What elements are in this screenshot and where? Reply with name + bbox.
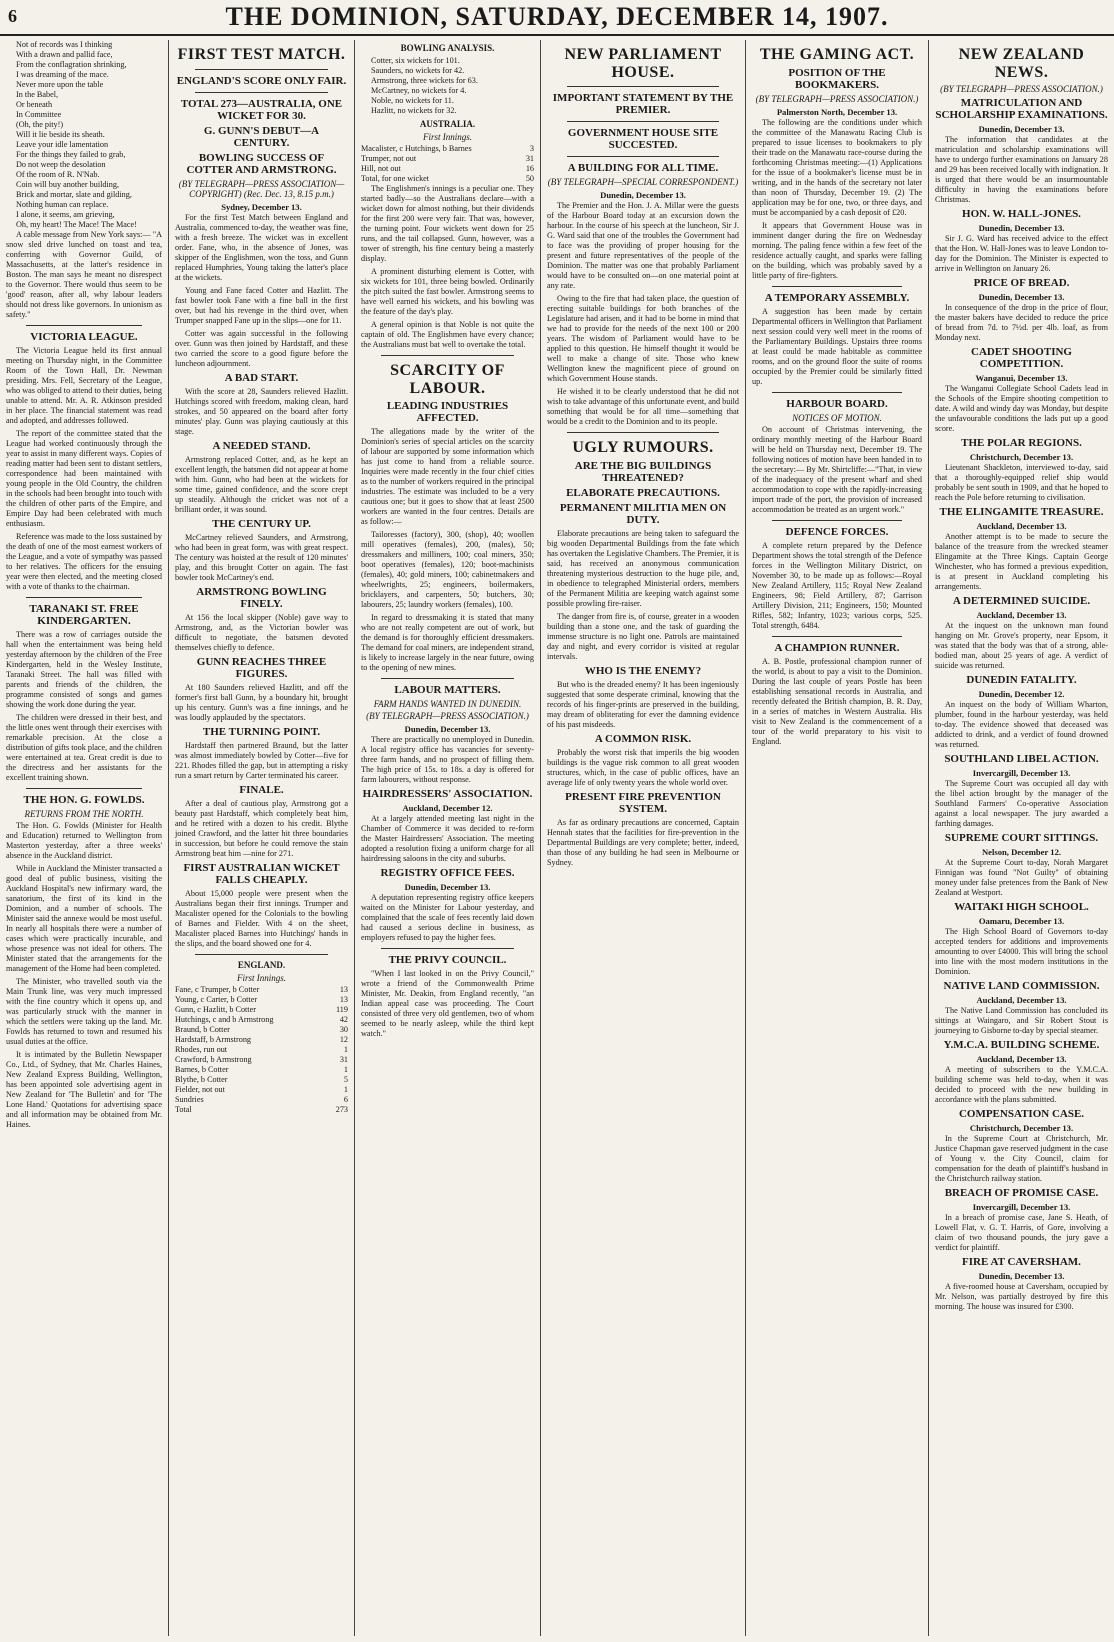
news-item-heading: A DETERMINED SUICIDE. [952, 595, 1091, 608]
article-paragraph: "When I last looked in on the Privy Council," wrote a friend of the Commonwealth Prime Minister, Mr. Deakin, from England recently, "an Indian appeal case was proceeding. The Court consisted of three very old gentlemen, two of whom seemed to be nearly asleep, while the third kept watch." [361, 969, 534, 1039]
poem-line: Will it lie beside its sheath. [16, 130, 105, 139]
column-6 [929, 40, 1114, 1636]
batsman-runs: 30 [339, 1024, 348, 1034]
article-paragraph: The Wanganui Collegiate School Cadets lead in the Schools of the Empire shooting competition to date. A wild and windy day was Monday, but despite the unfavourable conditions the lads put up a good score. [935, 384, 1108, 434]
dateline: Palmerston North, December 13. [776, 106, 898, 117]
article-headline: LABOUR MATTERS. [394, 684, 501, 697]
section-heading: ARMSTRONG BOWLING FINELY. [196, 585, 327, 610]
poem-line: Leave your idle lamentation [16, 140, 109, 149]
poem-line: In Committee [16, 110, 62, 119]
poem-line: Nothing human can replace. [16, 200, 109, 209]
article-paragraph: A five-roomed house at Caversham, occupied by Mr. Nelson, was partially destroyed by fire this morning. The house was insured for £300. [935, 1282, 1108, 1312]
article-subheading: POSITION OF THE BOOKMAKERS. [788, 66, 886, 91]
news-item-heading: CADET SHOOTING COMPETITION. [971, 346, 1072, 371]
news-item-heading: WAITAKI HIGH SCHOOL. [954, 901, 1089, 914]
article-paragraph: Reference was made to the loss sustained by the death of one of the most earnest workers of the League, and a vote of sympathy was passed to her relatives. The officers for the ensuing year were then elected, and the meeting closed with a vote of thanks to the chairman. [6, 532, 162, 591]
article-paragraph: The report of the committee stated that the League had worked continuously through the year to assist in many different ways. Copies of reading matter had been sent to distant settlers, correspondence had been maintained with young people in the Old Country, the children in the schools had been brought into touch with the children of other parts of the Empire, and Empire Day had been celebrated with much enthusiasm. [6, 429, 162, 528]
article-headline: THE HON. G. FOWLDS. [23, 794, 145, 806]
batsman-name: Hutchings, c and b Armstrong [175, 1014, 274, 1024]
article-headline: A TEMPORARY ASSEMBLY. [764, 291, 910, 304]
article-subheading: WHO IS THE ENEMY? [584, 664, 702, 677]
dateline: Auckland, December 13. [976, 995, 1067, 1006]
column-5 [746, 40, 928, 1636]
bowling-line: Hazlitt, no wickets for 32. [371, 106, 457, 115]
batsman-name: Gunn, c Hazlitt, b Cotter [175, 1004, 256, 1014]
scorecard-row [175, 1085, 348, 1095]
section-heading: A BAD START. [224, 371, 299, 384]
article-subheading: PERMANENT MILITIA MEN ON DUTY. [559, 501, 727, 526]
article-subheading: LEADING INDUSTRIES AFFECTED. [386, 400, 509, 425]
poem-line: I was dreaming of the mace. [16, 70, 109, 79]
dateline: Dunedin, December 13. [404, 724, 491, 735]
article-paragraph: After a deal of cautious play, Armstrong got a beauty past Hardstaff, which completely beat him, and he retired with a dozen to his credit. Blythe joined Crawford, and the latter hit three boundaries in succession, but before he could remove the stain Armstrong beat him —nine for 271. [175, 798, 348, 858]
article-paragraph: With the score at 28, Saunders relieved Hazlitt. Hutchings scored with freedom, making clean, hard strokes, and 50 appeared on the board after forty minutes' play. Gunn was playing cautiously at this stage. [175, 386, 348, 436]
article-paragraph: A cable message from New York says:— "A snow sled drive lunched on toast and tea, conferring with Governor Guild, of Massachusetts, at the latter's residence in Boston. The man says he meant no disrespect to the Governor. There would thus seem to be 'good' reason, after all, why labour leaders should not dress like governors. In unionism as safety." [6, 230, 162, 319]
article-paragraph: There are practically no unemployed in Dunedin. A local registry office has vacancies for seventy-three farm hands, and no prospect of filling them. The high price of 15s. to 18s. a day is offered for farm labourers, without response. [361, 735, 534, 785]
scorecard-row [361, 164, 534, 174]
article-subheading: BOWLING SUCCESS OF COTTER AND ARMSTRONG. [186, 151, 337, 176]
bowling-line: Saunders, no wickets for 42. [371, 66, 465, 75]
bowling-analysis [361, 56, 534, 116]
batsman-runs: 13 [339, 984, 348, 994]
article-paragraph: Another attempt is to be made to secure the balance of the treasure from the wrecked steamer Elingamite at the Three Kings. Captain George Winchester, who has formed a previous expedition, is at present in Auckland completing his arrangements. [935, 532, 1108, 592]
batsman-name: Crawford, b Armstrong [175, 1054, 252, 1064]
news-item-heading: THE ELINGAMITE TREASURE. [939, 506, 1104, 519]
scorecard [175, 985, 348, 1105]
dateline: Dunedin, December 13. [978, 223, 1065, 234]
bowling-line: Armstrong, three wickets for 63. [371, 76, 478, 85]
news-item-heading: COMPENSATION CASE. [958, 1108, 1085, 1121]
article-subheading: A BUILDING FOR ALL TIME. [567, 162, 719, 175]
article-paragraph: Lieutenant Shackleton, interviewed to-day, said that a thoroughly-equipped relief ship would probably be sent south in 1909, and that he hoped to reach the Pole before returning to civilisation. [935, 463, 1108, 503]
article-paragraph: The children were dressed in their best, and the little ones went through their exercises with remarkable precision. At the close a distribution of gifts took place, and the children were entertained at tea. Great credit is due to the directress and her assistants for the excellent training shown. [6, 713, 162, 782]
batsman-name: Rhodes, run out [175, 1044, 228, 1054]
batsman-name: Sundries [175, 1094, 204, 1104]
news-items [935, 97, 1108, 1312]
article-paragraph: In a breach of promise case, Jane S. Heath, of Lowell Flat, v. G. T. Harris, of Gore, involving a claim of two thousand pounds, the jury gave a verdict for plaintiff. [935, 1213, 1108, 1253]
article-paragraph: The allegations made by the writer of the Dominion's series of special articles on the scarcity of labour are supported by some information which has just come to hand from a reliable source. Inquiries were made recently in the four chief cities as to the number of workers required in the principal industries. The estimate was included to be a very cautious one; but it goes to show that at least 2500 workers are wanted in the four centres. Details are as follow:— [361, 427, 534, 527]
article-subheading: ELABORATE PRECAUTIONS. [566, 486, 720, 499]
poem-line: Never more upon the table [16, 80, 104, 89]
article-paragraph: Cotter was again successful in the following over. Gunn was then joined by Hardstaff, and these two carried the score to a good figure before the luncheon adjournment. [175, 328, 348, 368]
article-headline: SCARCITY OF LABOUR. [390, 362, 505, 397]
article-headline: THE GAMING ACT. [759, 46, 915, 63]
article-paragraph: He wished it to be clearly understood that he did not wish to take advantage of this unfortunate event, and build something that would be for all time—something that would be a credit to the Dominion and to its people. [547, 387, 739, 427]
article-paragraph: The High School Board of Governors to-day accepted tenders for additions and improvements amounting to over £4000. This will bring the school into line with the most modern institutions in the Dominion. [935, 927, 1108, 977]
article-paragraph: McCartney relieved Saunders, and Armstrong, who had been in great form, was with great respect. The century was hoisted at the result of 120 minutes' play, and this brought Cotter on again. The fast bowler took McCartney's end. [175, 532, 348, 582]
dateline: Auckland, December 13. [976, 521, 1067, 532]
poem-line: With a drawn and pallid face, [16, 50, 113, 59]
article-paragraph: On account of Christmas intervening, the ordinary monthly meeting of the Harbour Board will be held on Thursday next, December 19. The following notices of motion have been handed in to the secretary:— By Mr. Shirtcliffe:—"That, in view of the inadequacy of the present wharf and shed accommodation to cope with the rapidly-increasing import trade of the port, the provision of increased accommodation be treated as an urgent work." [752, 424, 922, 514]
scorecard-row [361, 144, 534, 154]
column-2 [169, 40, 354, 1636]
article-paragraph: At a largely attended meeting last night in the Chamber of Commerce it was decided to re-form the Master Hairdressers' Association. The meeting adopted a resolution fixing a uniform charge for all hairdressing saloons in the city and suburbs. [361, 814, 534, 864]
scorecard-row [175, 1045, 348, 1055]
scorecard-row [175, 1025, 348, 1035]
dateline: Dunedin, December 13. [600, 190, 686, 201]
batsman-runs: 6 [343, 1094, 348, 1104]
dateline: Wanganui, December 13. [975, 373, 1068, 384]
bowling-line: Cotter, six wickets for 101. [371, 56, 460, 65]
article-body [175, 213, 348, 369]
agency-line: (BY TELEGRAPH—PRESS ASSOCIATION—COPYRIGHT) (Rec. Dec. 13, 8.15 p.m.) [178, 178, 345, 199]
poem-line: Brick and mortar, slate and gilding, [16, 190, 132, 199]
article-subheading: NOTICES OF MOTION. [792, 412, 882, 423]
article-subheading: IMPORTANT STATEMENT BY THE PREMIER. [552, 92, 734, 117]
article-paragraph: Hardstaff then partnered Braund, but the latter was almost immediately bowled by Cotter—five for 221. Rhodes filled the gap, but in attempting a risky run a smart return by Carter terminated his career. [175, 740, 348, 780]
article-paragraph: Probably the worst risk that imperils the big wooden buildings is the vague risk common to all great wooden structures, which, in the case of public offices, have an average life of only twenty years the whole world over. [547, 747, 739, 787]
section-heading: FIRST AUSTRALIAN WICKET FALLS CHEAPLY. [183, 861, 340, 886]
news-item-heading: Y.M.C.A. BUILDING SCHEME. [943, 1039, 1100, 1052]
batsman-name: Braund, b Cotter [175, 1024, 230, 1034]
section-heading: A NEEDED STAND. [212, 439, 311, 452]
section-heading: GUNN REACHES THREE FIGURES. [196, 655, 327, 680]
newspaper-title: THE DOMINION, SATURDAY, DECEMBER 14, 1907. [225, 2, 889, 31]
article-paragraph: As far as ordinary precautions are concerned, Captain Hennah states that the facilities for fire-prevention in the Departmental Buildings are very complete; better, indeed, than those of any building he had seen in Melbourne or Sydney. [547, 817, 739, 867]
dateline: Dunedin, December 13. [978, 1271, 1065, 1282]
scorecard-row [175, 1015, 348, 1025]
article-paragraph: In regard to dressmaking it is stated that many who are not really competent are out of work, but the demand is for thoroughly efficient dressmakers. The demand for coal miners, are independent strand, is likely to increase largely in the near future, owing to the opening of new mines. [361, 613, 534, 673]
article-paragraph: In the Supreme Court at Christchurch, Mr. Justice Chapman gave reserved judgment in the case of Young v. the City Council, claim for compensation for the death of plaintiff's husband in the Christchurch railway station. [935, 1134, 1108, 1184]
article-paragraph: A. B. Postle, professional champion runner of the world, is about to pay a visit to the Dominion. During the last couple of years Postle has been establishing sensational records in Australia, and recently defeated the British champion, B. R. Day, in a series of matches in Western Australia. His visit to New Zealand is the commencement of a tour of the world preparatory to his visit to England. [752, 656, 922, 746]
scorecard-subtitle: First Innings. [236, 972, 286, 983]
notice-paragraph: It is intimated by the Bulletin Newspaper Co., Ltd., of Sydney, that Mr. Charles Haines, New Zealand Express Building, Wellington, has been appointed sole advertising agent in New Zealand for 'The Bulletin' and for 'The Lone Hand.' Quotations for advertising space and all information may be obtained from Mr. Haines. [6, 1050, 162, 1129]
scorecard-row [175, 1035, 348, 1045]
article-body [6, 630, 162, 783]
article-headline: HAIRDRESSERS' ASSOCIATION. [362, 788, 533, 801]
article-paragraph: The Hon. G. Fowlds (Minister for Health and Education) returned to Wellington from Masterton yesterday, after a three weeks' absence in the Auckland district. [6, 821, 162, 860]
batsman-runs: 119 [336, 1004, 348, 1014]
article-paragraph: A complete return prepared by the Defence Department shows the total strength of the Defence forces in the Wellington Military District, on November 30, to be made up as follows:—Royal New Zealand Artillery, 115; Royal New Zealand Engineers, 98; Field Artillery, 87; Garrison Artillery Division, 211; Engineers, 150; Mounted Rifles, 582; Infantry, 1023; various corps, 525. Total strength, 6484. [752, 540, 922, 630]
batsman-name: Blythe, b Cotter [175, 1074, 228, 1084]
batsman-runs: 1 [343, 1044, 348, 1054]
poem-line: In the Babel, [16, 90, 59, 99]
article-headline: NEW ZEALAND NEWS. [958, 46, 1085, 81]
article-paragraph: The Native Land Commission has concluded its sittings at Waingaro, and Sir Robert Stout is journeying to Gisborne to-day by special steamer. [935, 1006, 1108, 1036]
batsman-runs: 5 [343, 1074, 348, 1084]
dateline: Invercargill, December 13. [972, 768, 1071, 779]
article-paragraph: In consequence of the drop in the price of flour, the master bakers have decided to reduce the price of bread from 7d. to 7½d. per 4lb. loaf, as from Monday next. [935, 303, 1108, 343]
article-subheading: RETURNS FROM THE NORTH. [24, 809, 144, 819]
article-headline: A CHAMPION RUNNER. [774, 641, 900, 654]
dateline: Auckland, December 13. [976, 610, 1067, 621]
poem-line: Coin will buy another building, [16, 180, 120, 189]
article-headline: TARANAKI ST. FREE KINDERGARTEN. [29, 603, 139, 627]
poem-line: Or beneath [16, 100, 53, 109]
article-paragraph: The Supreme Court was occupied all day with the libel action brought by the manager of the Southland Farmers' Co-operative Association against a local newspaper. The jury awarded a farthing damages. [935, 779, 1108, 829]
scorecard-row [175, 1055, 348, 1065]
scorecard-title: AUSTRALIA. [419, 119, 476, 129]
poem-line: (Oh, the pity!) [16, 120, 64, 129]
dateline: Christchurch, December 13. [969, 1123, 1074, 1134]
scorecard-subtitle: First Innings. [422, 132, 472, 142]
poem-line: For the things they failed to grab, [16, 150, 126, 159]
section-heading: THE TURNING POINT. [202, 725, 321, 738]
batsman-name: Barnes, b Cotter [175, 1064, 229, 1074]
article-paragraph: The Minister, who travelled south via the Main Trunk line, was very much impressed with the fine country which it opens up, and was particularly struck with the manner in which the settlers were taking up the land. Mr. Fowlds has returned to town and resumed his usual duties at the office. [6, 977, 162, 1046]
section-heading: FINALE. [239, 783, 284, 796]
article-sections [175, 372, 348, 949]
bowling-line: McCartney, no wickets for 4. [371, 86, 467, 95]
article-paragraph: It appears that Government House was in imminent danger during the fire on Wednesday morning. The paling fence within a few feet of the residence actually caught, and sparks were falling on the building, which was probably saved by a little party of fire-fighters. [752, 220, 922, 280]
scorecard-row [175, 1095, 348, 1105]
batsman-runs: 16 [525, 164, 534, 173]
poem [6, 40, 162, 230]
article-paragraph: A meeting of subscribers to the Y.M.C.A. building scheme was held to-day, when it was decided to proceed with the new building in accordance with the plans submitted. [935, 1065, 1108, 1105]
news-item-heading: NATIVE LAND COMMISSION. [943, 980, 1100, 993]
scorecard-row [175, 1075, 348, 1085]
news-item-heading: THE POLAR REGIONS. [961, 437, 1082, 450]
scorecard-title: ENGLAND. [237, 959, 286, 970]
article-paragraph: The Englishmen's innings is a peculiar one. They started badly—so the Australians declare—with a wicket down for almost nothing, but their dividends for the first 200 were very fair. That was, however, the turning point. Four wickets went down for 25 runs, and the tail collapsed. Gunn, however, was a tower of strength, his fine century being a masterly display. [361, 184, 534, 263]
article-paragraph: There was a row of carriages outside the hall when the entertainment was being held yesterday afternoon by the children of the Free Kindergarten, held in the Wesley Institute, Taranaki Street. The hall was filled with parents and friends of the children, the programme consisted of songs and games showing the work done during the year. [6, 630, 162, 709]
column-1 [0, 40, 168, 1636]
article-subheading: FARM HANDS WANTED IN DUNEDIN. [373, 699, 522, 710]
article-paragraph: At 156 the local skipper (Noble) gave way to Armstrong, and, as the Victorian bowler was difficult to negotiate, the batsmen devoted themselves chiefly to defence. [175, 612, 348, 652]
article-paragraph: Armstrong replaced Cotter, and, as he kept an excellent length, the batsmen did not appear at home with him. Gunn, who had been at the wickets for some time, gained confidence, and the score crept up steadily. Although the cricket was not of a brilliant order, it was sound. [175, 454, 348, 514]
article-paragraph: For the first Test Match between England and Australia, commenced to-day, the weather was fine, with a fresh breeze. The wicket was in excellent order. Fane, who, in the absence of Jones, was skipper of the Englishmen, won the toss, and Gunn replaced Humphries, Young taking the latter's place at the wickets. [175, 212, 348, 282]
batsman-runs: 12 [339, 1034, 348, 1044]
article-paragraph: A prominent disturbing element is Cotter, with six wickets for 101, three being bowled. Ordinarily the pitch suited the fast bowler. Armstrong seems to have well earned his wickets, and his bowling was the feature of the day's play. [361, 267, 534, 316]
news-item-heading: PRICE OF BREAD. [973, 277, 1070, 290]
dateline: Oamaru, December 13. [978, 916, 1065, 927]
column-3 [355, 40, 540, 1636]
poem-line: I alone, it seems, am grieving, [16, 210, 115, 219]
dateline: Sydney, December 13. [221, 201, 302, 212]
dateline: Dunedin, December 13. [404, 882, 491, 893]
article-paragraph: Elaborate precautions are being taken to safeguard the big wooden Departmental Buildings from the fate which has overtaken the Legislative Chambers. The Premier, it is said, has received an anonymous communication threatening mysterious destruction to the huge pile, and, in obedience to telegraphed Ministerial orders, members of the Permanent Militia are keeping watch against some possible prowling fire-raiser. [547, 528, 739, 608]
batsman-name: Fane, c Trumper, b Cotter [175, 984, 260, 994]
news-item-heading: DUNEDIN FATALITY. [966, 674, 1077, 687]
article-paragraph: A general opinion is that Noble is not quite the captain of old. The Englishmen have every chance; the Australians must bat well to overtake the total. [361, 320, 534, 349]
scorecard-row [175, 995, 348, 1005]
batsman-runs: 13 [339, 994, 348, 1004]
batsman-runs: 42 [339, 1014, 348, 1024]
news-item-heading: HON. W. HALL-JONES. [962, 208, 1081, 221]
article-paragraph: The following are the conditions under which the committee of the Manawatu Racing Club is prepared to issue licenses to bookmakers to ply their trade on the Manawatu race-course during the forthcoming Christmas meeting:—(1) Applications for the issue of a bookmaker's license must be in writing, and in the hands of the secretary not later than noon of Thursday, December 19. (2) The application may be for one, two, or three days, and must be accompanied by a cash deposit of £20. [752, 117, 922, 217]
dateline: Dunedin, December 13. [978, 124, 1065, 135]
scorecard-row [175, 1065, 348, 1075]
article-paragraph: At the inquest on the unknown man found hanging on Mr. Grove's property, near Epsom, it was stated that the body was that of a strong, able-bodied man, about 25 years of age. A verdict of suicide was returned. [935, 621, 1108, 671]
batsman-name: Macalister, c Hutchings, b Barnes [361, 144, 472, 153]
article-paragraph: Owing to the fire that had taken place, the question of erecting suitable buildings for both branches of the Legislature had arisen, and it had to be borne in mind that we had to provide for the needs of the next 100 or 200 years. The wisdom of Parliament would have to be applied to this question. He himself thought it would be well to make a change of site. Those who knew Wellington knew the magnificent piece of ground on which Government House stands. [547, 294, 739, 384]
article-paragraph: The danger from fire is, of course, greater in a wooden building than a stone one, and the task of guarding the immense structure is no light one. Patrols are maintained day and night, and every corridor is visited at regular intervals. [547, 611, 739, 661]
bowling-title: BOWLING ANALYSIS. [400, 43, 495, 53]
article-body [547, 529, 739, 662]
section-heading: THE CENTURY UP. [212, 517, 311, 530]
masthead [0, 0, 1114, 36]
batsman-runs: 3 [529, 144, 534, 153]
scorecard-row [361, 154, 534, 164]
scorecard [361, 144, 534, 174]
article-headline: REGISTRY OFFICE FEES. [380, 867, 515, 880]
article-body [361, 427, 534, 673]
poem-line: Of the room of R. N'Nab. [16, 170, 100, 179]
poem-line: Do not weep the desolation [16, 160, 106, 169]
page-number: 6 [8, 6, 17, 26]
news-item-heading: BREACH OF PROMISE CASE. [944, 1187, 1099, 1200]
article-headline: FIRST TEST MATCH. [177, 46, 346, 63]
poem-line: Oh, my heart! The Mace! The Mace! [16, 220, 137, 229]
article-headline: VICTORIA LEAGUE. [30, 331, 138, 343]
article-subheading: ENGLAND'S SCORE ONLY FAIR. [176, 74, 347, 87]
article-paragraph: The Victoria League held its first annual meeting on Thursday night, in the Committee Room of the Town Hall, Dr. Newman presiding. Mrs. Fell, Secretary of the League, who was obliged to attend to their duties, being unable to attend. Mr. A. R. Atkinson presided in her place. The financial statement was read and adopted, and addresses followed. [6, 346, 162, 425]
dateline: Auckland, December 13. [976, 1054, 1067, 1065]
poem-line: From the conflagration shrinking, [16, 60, 127, 69]
article-subheading: TOTAL 273—AUSTRALIA, ONE WICKET FOR 30. [180, 97, 343, 122]
article-body [361, 184, 534, 350]
article-paragraph: Sir J. G. Ward has received advice to the effect that the Hon. W. Hall-Jones was to leave London to-day for the Dominion. The Minister is expected to arrive in Wellington on January 26. [935, 234, 1108, 274]
scorecard-total: Total 273 [175, 1104, 348, 1114]
batsman-runs: 31 [525, 154, 534, 163]
article-body [752, 118, 922, 281]
article-subheading: GOVERNMENT HOUSE SITE SUCCESTED. [567, 127, 719, 152]
article-paragraph: At the Supreme Court to-day, Norah Margaret Finnigan was found "Not Guilty" of obtaining money under false pretences from the Bank of New Zealand at Westport. [935, 858, 1108, 898]
dateline: Christchurch, December 13. [969, 452, 1074, 463]
article-headline: UGLY RUMOURS. [572, 439, 714, 457]
bowling-line: Noble, no wickets for 11. [371, 96, 454, 105]
news-item-heading: SOUTHLAND LIBEL ACTION. [944, 753, 1099, 766]
batsman-name: Trumper, not out [361, 154, 417, 163]
article-paragraph: A suggestion has been made by certain Departmental officers in Wellington that Parliament next session could very well meet in the rooms of the Parliamentary Buildings. Upstairs three rooms at least could be made habitable as committee rooms, and on the ground floor the suite of rooms occupied by the Premier could be similarly fitted up. [752, 306, 922, 386]
batsman-name: Hill, not out [361, 164, 401, 173]
article-subheading: G. GUNN'S DEBUT—A CENTURY. [203, 124, 320, 149]
batsman-runs: 1 [343, 1084, 348, 1094]
article-headline: HARBOUR BOARD. [786, 397, 888, 410]
batsman-name: Hardstaff, b Armstrong [175, 1034, 252, 1044]
poem-line: Not of records was I thinking [16, 40, 113, 49]
article-paragraph: A deputation representing registry office keepers waited on the Minister for Labour yesterday, and complained that the scale of fees recently laid down had caused a serious decline in business, as employers refused to pay the higher fees. [361, 893, 534, 943]
batsman-name: Young, c Carter, b Cotter [175, 994, 258, 1004]
news-item-heading: MATRICULATION AND SCHOLARSHIP EXAMINATIONS. [935, 97, 1108, 122]
agency-line: (BY TELEGRAPH—PRESS ASSOCIATION.) [940, 84, 1103, 95]
article-subheading: A COMMON RISK. [594, 732, 692, 745]
article-body [6, 346, 162, 592]
article-headline: THE PRIVY COUNCIL. [388, 954, 507, 967]
dateline: Dunedin, December 13. [978, 292, 1065, 303]
batsman-runs: 31 [339, 1054, 348, 1064]
dateline: Dunedin, December 12. [978, 689, 1065, 700]
scorecard-row [175, 1005, 348, 1015]
dateline: Auckland, December 12. [402, 803, 493, 814]
scorecard-row [175, 985, 348, 995]
article-paragraph: Young and Fane faced Cotter and Hazlitt. The fast bowler took Fane with a fine ball in the first over, but had his revenge in the third over, when Trumper snapped Fane up in the slips—one for 11. [175, 285, 348, 325]
scorecard-total: Total, for one wicket 50 [361, 174, 534, 183]
article-paragraph: While in Auckland the Minister transacted a good deal of public business, visiting the Auckland Hospital's new infirmary ward, the sanatorium, the first of its kind in the Dominion, and a number of schools. The Minister said the annexe would be most useful. In nearly all hospitals there were a number of cases which were practically incurable, and whose presence was not ideal for others. The Minister stated that the arrangements for the management of the Home had been completed. [6, 864, 162, 973]
agency-line: (BY TELEGRAPH—SPECIAL CORRESPONDENT.) [547, 177, 739, 188]
article-paragraph: But who is the dreaded enemy? It has been ingeniously suggested that some desperate criminal, knowing that the records of his finger-prints are preserved in the building, may dream of obliterating for ever the damning evidence of his past misdeeds. [547, 679, 739, 729]
article-paragraph: At 180 Saunders relieved Hazlitt, and off the former's first ball Gunn, by a boundary hit, brought up his century. Gunn's was a fine innings, and he was loudly applauded by the spectators. [175, 682, 348, 722]
article-headline: DEFENCE FORCES. [785, 525, 889, 538]
dateline: Nelson, December 12. [981, 847, 1062, 858]
batsman-name: Fielder, not out [175, 1084, 225, 1094]
news-item-heading: SUPREME COURT SITTINGS. [944, 832, 1099, 845]
article-paragraph: Tailoresses (factory), 300, (shop), 40; woollen mill operatives (females), 200, (males), 50; dressmakers and milliners, 100; coal miners, 350; boot operatives (females), 120; boot-machinists (females), 40; gold miners, 100; cabinetmakers and wheelwrights, 25; engineers, boilermakers, bricklayers, and carpenters, 50; butchers, 30; labourers, 25; laundry workers (females), 100. [361, 530, 534, 610]
column-4 [541, 40, 745, 1636]
article-subheading: ARE THE BIG BUILDINGS THREATENED? [574, 459, 712, 484]
article-paragraph: The Premier and the Hon. J. A. Millar were the guests of the Harbour Board today at an excursion down the harbour. In the course of his speech at the luncheon, Sir J. G. Ward said that one of the troubles the Government had to face was the providing of proper housing for the present and future representatives of the people of the Dominion. The matter was one that probably Parliament would have to be consulted on—on one material point at any rate. [547, 201, 739, 291]
batsman-runs: 1 [343, 1064, 348, 1074]
article-body [6, 821, 162, 1047]
article-headline: NEW PARLIAMENT HOUSE. [564, 46, 722, 81]
agency-line: (BY TELEGRAPH—PRESS ASSOCIATION.) [366, 711, 529, 722]
article-body [547, 201, 739, 427]
dateline: Invercargill, December 13. [972, 1202, 1071, 1213]
news-item-heading: FIRE AT CAVERSHAM. [962, 1256, 1081, 1269]
article-subheading: PRESENT FIRE PREVENTION SYSTEM. [565, 790, 721, 815]
article-paragraph: About 15,000 people were present when the Australians began their first innings. Trumper and Macalister opened for the Colonials to the bowling of Barnes and Fielder. With 4 on the sheet, Macalister placed Barnes into Hutchings' hands in the slips, and the board showed one for 4. [175, 888, 348, 948]
article-paragraph: The information that candidates at the matriculation and scholarship examinations will have to undergo further examinations on January 28 and 29 has been received locally with indignation. It is urged that there would be an insurmountable difficulty in having the examinations before Christmas. [935, 135, 1108, 205]
agency-line: (BY TELEGRAPH—PRESS ASSOCIATION.) [755, 93, 919, 104]
article-paragraph: An inquest on the body of William Wharton, plumber, found in the harbour yesterday, was held to-day. The evidence showed that deceased was addicted to drink, and a verdict of found drowned was returned. [935, 700, 1108, 750]
